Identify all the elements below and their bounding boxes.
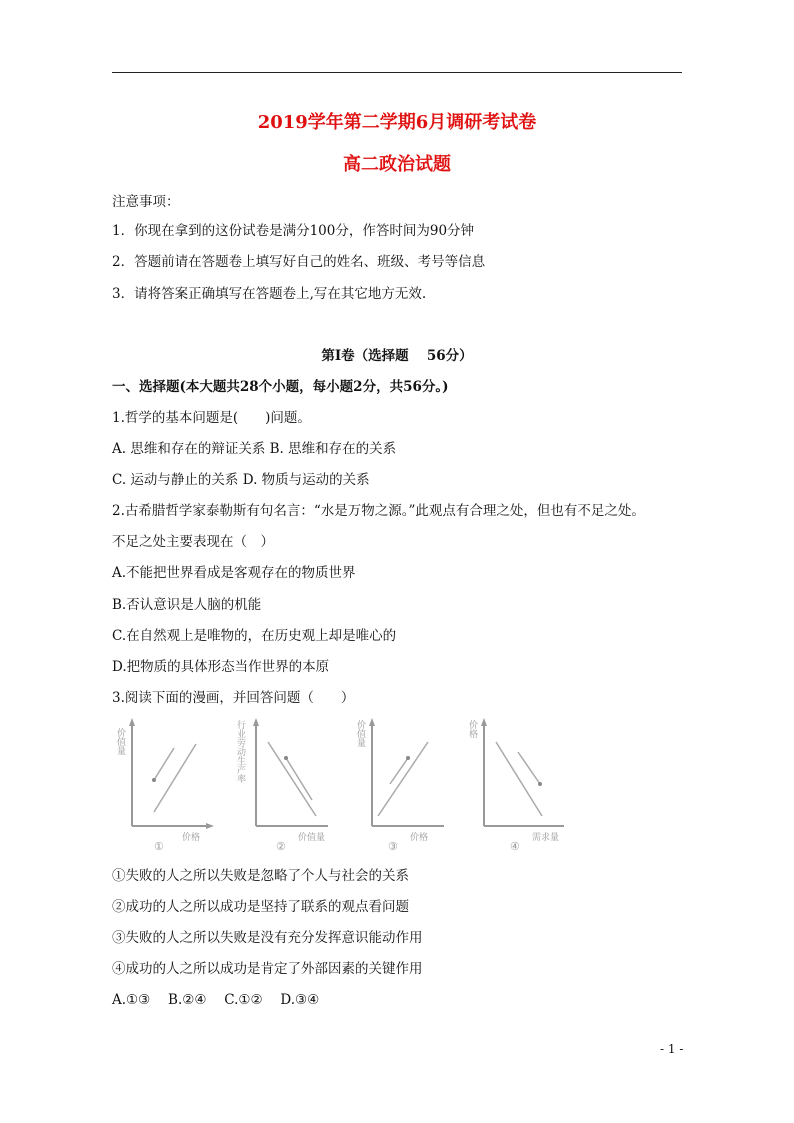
chart-2-xlabel: 价值量 <box>298 833 326 843</box>
chart-3-ylabel: 价值量 <box>355 720 365 747</box>
notice-item: 3．请将答案正确填写在答题卷上,写在其它地方无效. <box>112 286 427 302</box>
header-rule <box>112 72 682 73</box>
question-2-option: C.在自然观上是唯物的，在历史观上却是唯心的 <box>112 628 397 644</box>
question-1-options: A. 思维和存在的辩证关系 B. 思维和存在的关系 <box>112 441 397 457</box>
chart-2-number: ② <box>276 840 286 853</box>
question-2-stem: 2.古希腊哲学家泰勒斯有句名言：“水是万物之源。”此观点有合理之处，但也有不足之处。 <box>112 503 645 519</box>
question-1-options: C. 运动与静止的关系 D. 物质与运动的关系 <box>112 472 370 488</box>
chart-1 <box>115 712 218 853</box>
chart-2-ylabel: 行业劳动生产率 <box>235 720 245 783</box>
question-2-stem: 不足之处主要表现在（ ） <box>112 534 274 550</box>
question-2-option: A.不能把世界看成是客观存在的物质世界 <box>112 565 356 581</box>
part-title: 一、选择题(本大题共28个小题，每小题2分，共56分。) <box>112 379 449 395</box>
chart-3-number: ③ <box>388 840 398 853</box>
chart-4-graphic <box>467 712 570 853</box>
question-3-statement: ①失败的人之所以失败是忽略了个人与社会的关系 <box>112 868 409 884</box>
question-3-stem: 3.阅读下面的漫画，并回答问题（ ） <box>112 690 355 706</box>
chart-4 <box>467 712 570 853</box>
chart-1-ylabel: 价值量 <box>115 728 125 755</box>
exam-subtitle: 高二政治试题 <box>343 154 451 175</box>
chart-4-number: ④ <box>510 840 520 853</box>
chart-2 <box>232 712 332 852</box>
chart-1-number: ① <box>154 840 164 853</box>
exam-title: 2019学年第二学期6月调研考试卷 <box>257 112 537 133</box>
question-3-statement: ③失败的人之所以失败是没有充分发挥意识能动作用 <box>112 930 423 946</box>
question-3-statement: ④成功的人之所以成功是肯定了外部因素的关键作用 <box>112 961 423 977</box>
chart-4-xlabel: 需求量 <box>532 833 560 843</box>
chart-1-xlabel: 价格 <box>182 833 201 843</box>
chart-3-graphic <box>350 712 450 852</box>
question-2-option: D.把物质的具体形态当作世界的本原 <box>112 659 330 675</box>
chart-3 <box>350 712 450 852</box>
chart-2-graphic <box>232 712 332 852</box>
notice-item: 1．你现在拿到的这份试卷是满分100分，作答时间为90分钟 <box>112 223 475 239</box>
notice-item: 2．答题前请在答题卷上填写好自己的姓名、班级、考号等信息 <box>112 254 486 270</box>
chart-4-ylabel: 价格 <box>467 720 477 738</box>
question-3-statement: ②成功的人之所以成功是坚持了联系的观点看问题 <box>112 899 409 915</box>
question-3-options: A.①③ B.②④ C.①② D.③④ <box>112 992 320 1008</box>
notice-heading: 注意事项： <box>112 194 180 210</box>
question-1-stem: 1.哲学的基本问题是( )问题。 <box>112 410 311 426</box>
page-number: - 1 - <box>660 1042 684 1056</box>
section-title: 第Ⅰ卷（选择题 56分） <box>321 348 473 364</box>
chart-3-xlabel: 价格 <box>410 833 429 843</box>
cartoon-charts <box>115 712 618 862</box>
chart-1-graphic <box>115 712 218 853</box>
question-2-option: B.否认意识是人脑的机能 <box>112 597 262 613</box>
